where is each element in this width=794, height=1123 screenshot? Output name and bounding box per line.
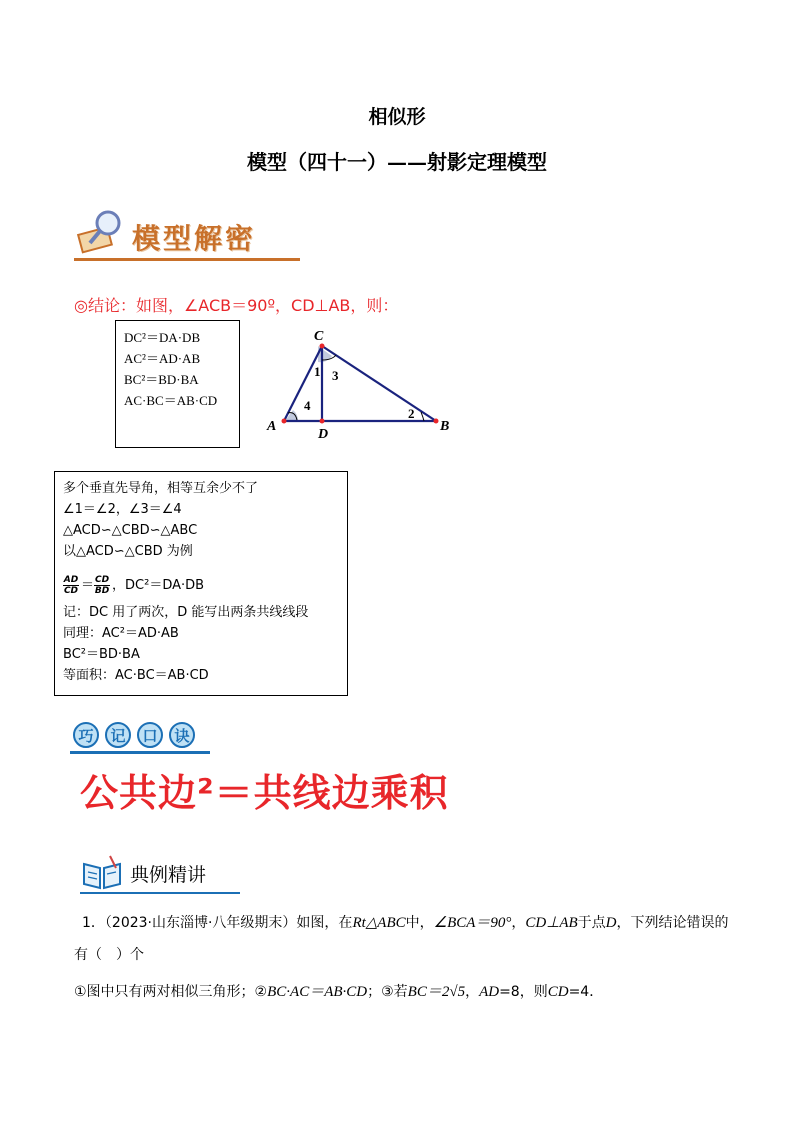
- explanation-line-2: ∠1＝∠2，∠3＝∠4: [63, 502, 182, 517]
- question-1-line-3: ①图中只有两对相似三角形；②BC·AC＝AB·CD；③若BC＝2√5，AD=8，则CD=4．: [74, 984, 604, 1000]
- angle-label-3: 3: [332, 368, 339, 383]
- side-ac: [284, 346, 322, 421]
- angle-label-2: 2: [408, 406, 415, 421]
- point-c: [320, 344, 325, 349]
- explanation-line-7: 同理：AC²＝AD·AB: [63, 626, 179, 641]
- model-decode-banner: [74, 205, 300, 265]
- angle-label-1: 1: [314, 364, 321, 379]
- examples-banner-label: 典例精讲: [130, 864, 207, 886]
- explanation-line-8: BC²＝BD·BA: [63, 647, 140, 662]
- explanation-line-1: 多个垂直先导角，相等互余少不了: [63, 481, 259, 496]
- badge-4: 诀: [169, 722, 195, 748]
- formula-box: [115, 320, 240, 448]
- explanation-line-9: 等面积：AC·BC＝AB·CD: [63, 668, 209, 683]
- angle-label-4: 4: [304, 398, 311, 413]
- page-subtitle: 模型（四十一）——射影定理模型: [247, 150, 547, 174]
- formula-1: DC²＝DA·DB: [124, 330, 201, 345]
- explanation-box: [54, 471, 348, 696]
- label-a: A: [267, 419, 277, 434]
- label-c: C: [314, 329, 324, 344]
- ratio-equals: ＝: [81, 577, 95, 593]
- motto-text: 公共边²＝共线边乘积: [80, 771, 449, 815]
- open-book-icon: [80, 854, 124, 892]
- explanation-line-3: △ACD∽△CBD∽△ABC: [63, 523, 198, 538]
- point-b: [434, 419, 439, 424]
- ratio-cd-bd: $\frac{CD}{BD}$: [94, 574, 110, 596]
- examples-banner: [80, 852, 240, 894]
- page-title: 相似形: [368, 106, 426, 128]
- ratio-result: ，DC²＝DA·DB: [112, 577, 205, 593]
- badge-underline: [70, 751, 210, 754]
- formula-4: AC·BC＝AB·CD: [124, 393, 218, 408]
- badge-1: 巧: [73, 722, 99, 748]
- question-1-line-2: 有（ ）个: [74, 947, 144, 963]
- banner-label: 模型解密: [132, 222, 257, 255]
- formula-2: AC²＝AD·AB: [124, 351, 201, 366]
- badge-2: 记: [105, 722, 131, 748]
- label-b: B: [440, 419, 450, 434]
- examples-banner-underline: [80, 892, 240, 894]
- ratio-ad-cd: $\frac{AD}{CD}$: [63, 574, 79, 596]
- banner-underline: [74, 258, 300, 261]
- explanation-line-4: 以△ACD∽△CBD 为例: [63, 544, 193, 559]
- point-d: [320, 419, 325, 424]
- formula-3: BC²＝BD·BA: [124, 372, 199, 387]
- explanation-line-6: 记：DC 用了两次，D 能写出两条共线线段: [63, 605, 309, 620]
- question-1-line-1: 1．（2023·山东淄博·八年级期末）如图，在Rt△ABC中，∠BCA＝90°，CD⊥AB于点D，下列结论错误的: [82, 915, 729, 931]
- label-d: D: [318, 427, 329, 442]
- explanation-ratio-line: [63, 568, 347, 602]
- right-triangle-figure: [262, 324, 458, 444]
- conclusion-text: ◎结论：如图，∠ACB＝90º，CD⊥AB，则：: [74, 296, 399, 315]
- point-a: [282, 419, 287, 424]
- magnifier-book-icon: [74, 205, 130, 261]
- badge-3: 口: [137, 722, 163, 748]
- motto-badges: [73, 722, 195, 748]
- side-bc: [322, 346, 436, 421]
